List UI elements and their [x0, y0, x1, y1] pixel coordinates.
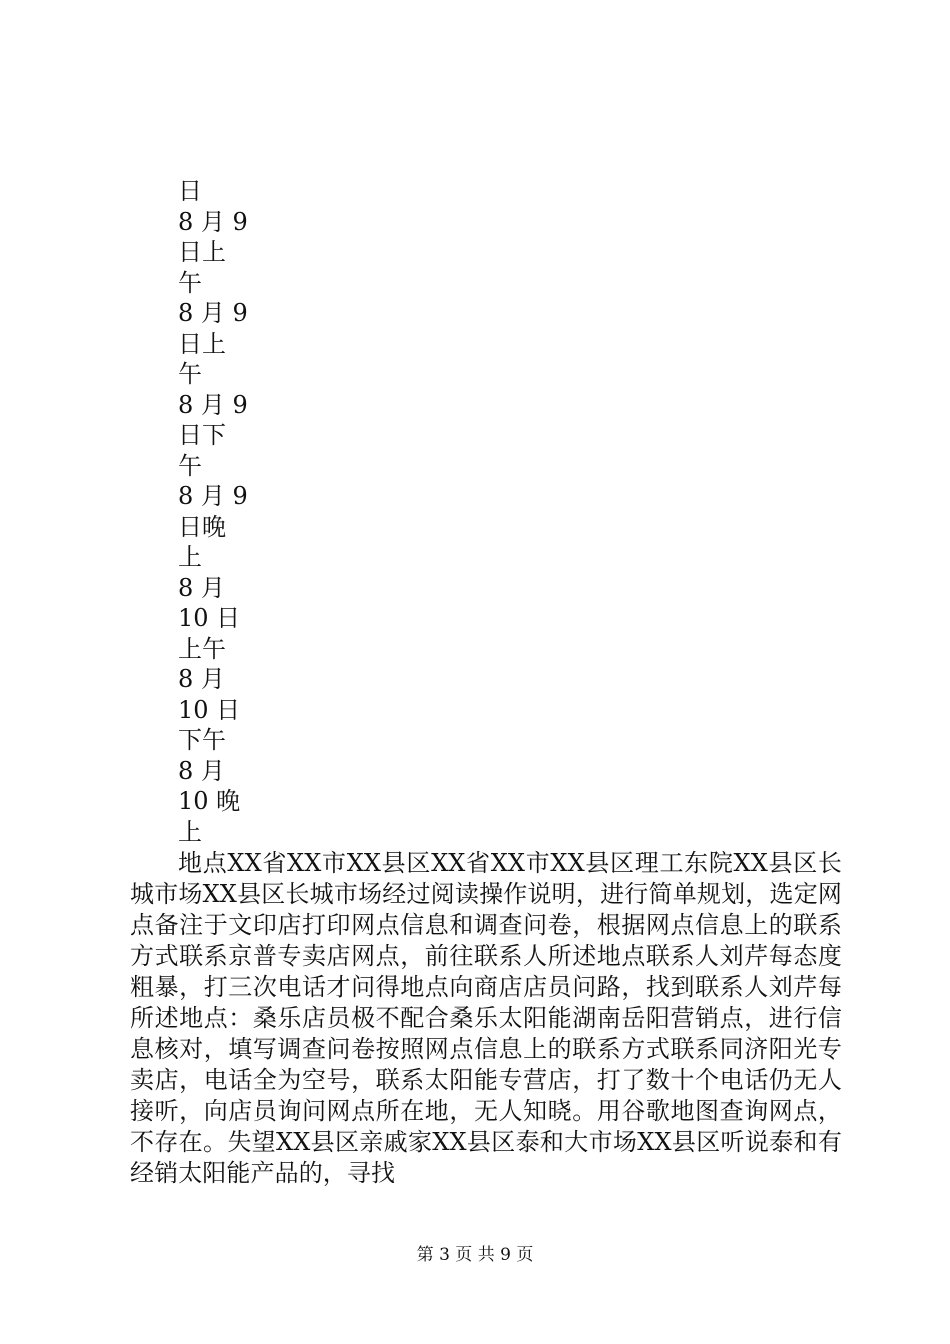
date-line: 10 晚: [178, 787, 241, 815]
date-line: 8 月 9: [178, 299, 248, 327]
date-line: 8 月 9: [178, 207, 248, 236]
date-line: 午: [178, 360, 202, 388]
date-line: 上: [178, 817, 202, 846]
date-line: 日下: [178, 421, 226, 449]
date-line: 上午: [178, 634, 226, 663]
date-line: 上: [178, 543, 202, 571]
date-line: 午: [178, 268, 202, 297]
date-line: 10 日: [178, 604, 241, 632]
date-line: 8 月: [178, 665, 225, 693]
date-column: [178, 176, 258, 847]
body-paragraph: 地点XX省XX市XX县区XX省XX市XX县区理工东院XX县区长城市场XX县区长城市场经过阅读操作说明，进行简单规划，选定网点备注于文印店打印网点信息和调查问卷，根据网点信息上的联系方式联系京普专卖店网点，前往联系人所述地点联系人刘芹每态度粗暴，打三次电话才问得地点向商店店员问路，找到联系人刘芹每所述地点：桑乐店员极不配合桑乐太阳能湖南岳阳营销点，进行信息核对，填写调查问卷按照网点信息上的联系方式联系同济阳光专卖店，电话全为空号，联系太阳能专营店，打了数十个电话仍无人接听，向店员询问网点所在地，无人知晓。用谷歌地图查询网点，不存在。失望XX县区亲戚家XX县区泰和大市场XX县区听说泰和有经销太阳能产品的，寻找: [130, 849, 842, 1187]
date-line: 8 月 9: [178, 482, 248, 510]
date-line: 日上: [178, 238, 226, 266]
date-line: 8 月: [178, 573, 225, 602]
date-line: 下午: [178, 726, 226, 754]
date-line: 10 日: [178, 695, 241, 724]
page-footer: 第 3 页 共 9 页: [416, 1245, 534, 1265]
date-line: 8 月: [178, 756, 225, 785]
date-line: 日晚: [178, 512, 226, 541]
date-line: 日上: [178, 329, 226, 358]
date-line: 日: [178, 177, 202, 205]
date-line: 8 月 9: [178, 390, 248, 419]
date-line: 午: [178, 451, 202, 480]
